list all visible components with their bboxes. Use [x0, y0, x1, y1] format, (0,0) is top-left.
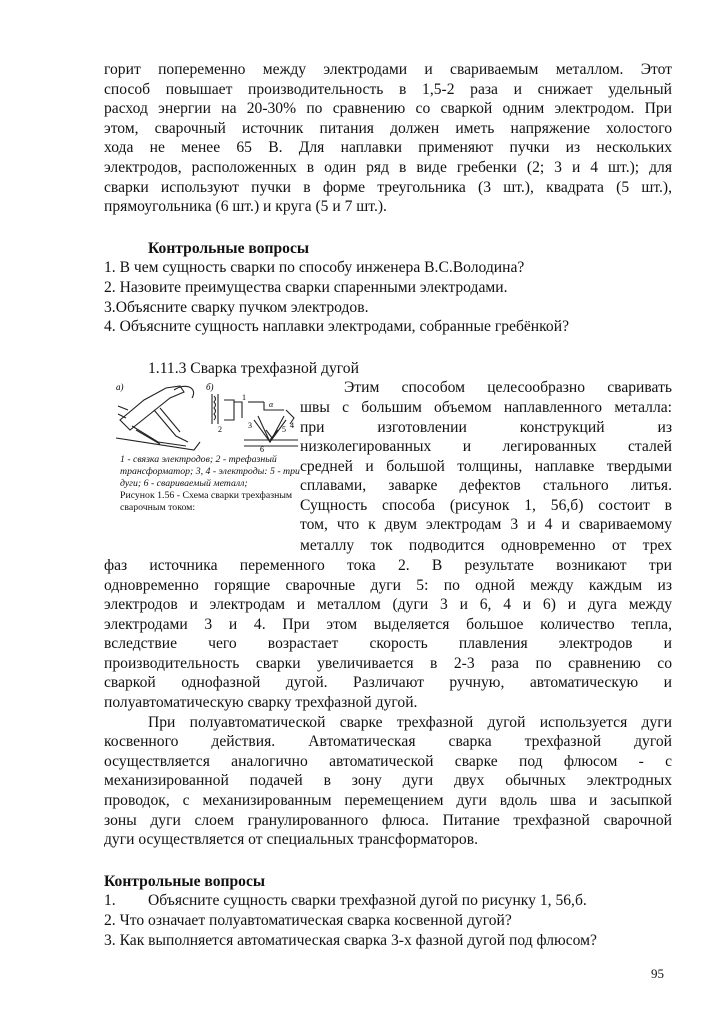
body-paragraph-1	[104, 536, 672, 712]
svg-text:4: 4	[290, 421, 294, 431]
text-line: сварки используют пучки в форме треугольника (3 шт.), квадрата (5 шт.),	[104, 178, 672, 196]
svg-text:1: 1	[242, 393, 246, 403]
text-line: сваркой однофазной дугой. Различают ручную, автоматическую и	[104, 674, 672, 692]
question-number: 1.	[104, 892, 116, 910]
text-line: зоны дуги слоем гранулированного флюса. Питание трехфазной сварочной	[104, 811, 672, 829]
welding-scheme-drawing	[114, 380, 300, 454]
text-line: этом, сварочный источник питания должен иметь напряжение холостого	[104, 119, 672, 137]
intro-paragraph	[104, 60, 672, 217]
text-line: сплавами, заварке дефектов стального литья.	[300, 477, 672, 495]
text-line: способ повышает производительность в 1,5-2 раза и снижает удельный	[104, 80, 672, 98]
transformer-sketch	[212, 394, 298, 446]
question-item: 2. Что означает полуавтоматическая сварка косвенной дугой?	[104, 912, 512, 929]
text-line: полуавтоматическую сварку трехфазной дугой.	[104, 694, 418, 712]
control-questions-2	[104, 872, 672, 950]
page-number: 95	[651, 966, 664, 981]
question-item: 3. Как выполняется автоматическая сварка 3-х фазной дугой под флюсом?	[104, 931, 597, 949]
text-line: средней и большой толщины, наплавке твердыми	[300, 457, 672, 475]
page-content	[104, 60, 672, 950]
text-line: механизированной подачей в зону дуги двух обычных электродных	[104, 772, 672, 790]
question-item: 4. Объясните сущность наплавки электродами, собранные гребёнкой?	[104, 318, 569, 336]
text-line: При полуавтоматической сварке трехфазной дугой используется дуги	[148, 713, 672, 731]
text-line: при изготовлении конструкций из	[300, 418, 672, 436]
text-line: Сущность способа (рисунок 1, 56,б) состоит в	[300, 496, 672, 514]
text-line: косвенного действия. Автоматическая сварка трехфазной дугой	[104, 733, 672, 751]
svg-text:5: 5	[282, 425, 286, 435]
figure-1-56	[114, 380, 300, 536]
text-line: дуги осуществляется от специальных трансформаторов.	[104, 831, 478, 849]
svg-text:3: 3	[248, 421, 252, 431]
question-item	[104, 891, 672, 911]
text-line: фаз источника переменного тока 2. В результате возникают три	[104, 556, 672, 574]
figure-caption: Рисунок 1.56 - Схема сварки трехфазным сварочным током:	[120, 490, 293, 514]
text-line: вследствие чего возрастает скорость плавления электродов и	[104, 635, 672, 653]
section-heading: 1.11.3 Сварка трехфазной дугой	[148, 359, 359, 377]
question-text: Объясните сущность сварки трехфазной дугой по рисунку 1, 56,б.	[148, 892, 587, 910]
text-line: прямоугольника (6 шт.) и круга (5 и 7 шт.).	[104, 198, 387, 216]
question-item: 2. Назовите преимущества сварки спаренными электродами.	[104, 278, 508, 296]
svg-text:2: 2	[218, 425, 222, 435]
side-paragraph	[300, 378, 672, 535]
text-line: швы с большим объемом наплавленного металла:	[300, 398, 672, 416]
text-line: Этим способом целесообразно сваривать	[344, 379, 672, 397]
figure-legend: 1 - связка электродов; 2 - трефазный трансформатор; 3, 4 - электроды: 5 - три дуги; 6 - свариваемый металл;	[120, 454, 300, 490]
text-line: расход энергии на 20-30% по сравнению со сваркой одним электродом. При	[104, 100, 672, 118]
text-line: электродами 3 и 4. При этом выделяется большое количество тепла,	[104, 615, 672, 633]
electrode-holder-sketch	[116, 386, 200, 450]
text-line: осуществляется аналогично автоматической сварке под флюсом - с	[104, 752, 672, 770]
text-line: электродов и электродам и металлом (дуги 3 и 6, 4 и 6) и дуга между	[104, 596, 672, 614]
label-a: а)	[116, 382, 124, 393]
text-line: электродов, расположенных в один ряд в виде гребенки (2; 3 и 4 шт.); для	[104, 158, 672, 176]
question-item: 3.Объясните сварку пучком электродов.	[104, 298, 369, 316]
questions-title: Контрольные вопросы	[104, 872, 266, 890]
questions-title: Контрольные вопросы	[148, 239, 310, 257]
text-line: низколегированных и легированных сталей	[300, 438, 672, 456]
text-line: одновременно горящие сварочные дуги 5: по одной между каждым из	[104, 576, 672, 594]
text-line: проводок, с механизированным перемещением дуги вдоль шва и засыпкой	[104, 792, 672, 810]
figure-block	[104, 378, 672, 536]
text-line: металлу ток подводится одновременно от трех	[300, 537, 672, 555]
label-b: б)	[206, 382, 214, 393]
svg-text:α: α	[269, 400, 274, 410]
body-paragraph-2	[104, 713, 672, 850]
svg-text:6: 6	[260, 445, 264, 455]
text-line: том, что к двум электродам 3 и 4 и свариваемому	[300, 516, 672, 534]
text-line: горит попеременно между электродами и свариваемым металлом. Этот	[104, 61, 672, 78]
control-questions-1	[104, 239, 672, 337]
text-line: производительность сварки увеличивается в 2-3 раза по сравнению со	[104, 654, 672, 672]
text-line: хода не менее 65 В. Для наплавки применяют пучки из нескольких	[104, 139, 672, 157]
question-item: 1. В чем сущность сварки по способу инженера В.С.Володина?	[104, 259, 525, 277]
